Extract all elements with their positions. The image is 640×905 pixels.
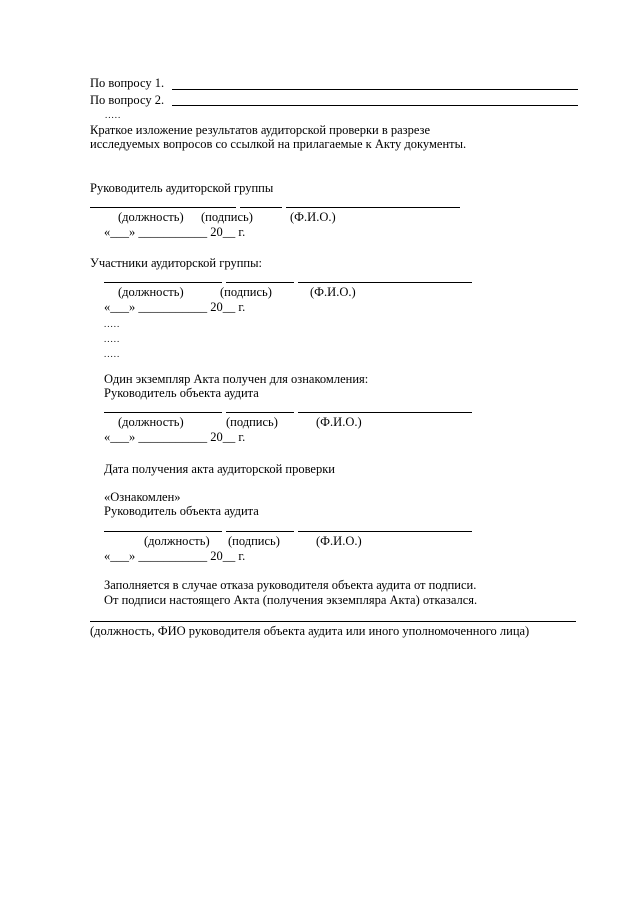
acknowledged-date-line[interactable]: «___» ___________ 20__ г.	[104, 549, 246, 563]
refusal-line-2: От подписи настоящего Акта (получения экземпляра Акта) отказался.	[104, 593, 478, 607]
copy-received-name-line[interactable]	[298, 412, 472, 413]
acknowledged-signature-line[interactable]	[226, 531, 294, 532]
acknowledged-position-caption: (должность)	[144, 534, 210, 548]
refusal-line-1: Заполняется в случае отказа руководителя объекта аудита от подписи.	[104, 578, 477, 592]
question-2-label: По вопросу 2.	[90, 93, 165, 107]
participants-position-caption: (должность)	[118, 285, 184, 299]
copy-received-position-line[interactable]	[104, 412, 222, 413]
acknowledged-position-line[interactable]	[104, 531, 222, 532]
copy-received-signature-caption: (подпись)	[226, 415, 278, 429]
participants-ellipsis-1: .....	[104, 319, 121, 329]
participants-name-caption: (Ф.И.О.)	[310, 285, 356, 299]
questions-ellipsis: .....	[105, 110, 122, 120]
acknowledged-name-line[interactable]	[298, 531, 472, 532]
acknowledged-line-1: «Ознакомлен»	[104, 490, 181, 504]
refusal-caption: (должность, ФИО руководителя объекта аудита или иного уполномоченного лица)	[90, 624, 530, 638]
acknowledged-name-caption: (Ф.И.О.)	[316, 534, 362, 548]
participants-ellipsis-2: .....	[104, 334, 121, 344]
copy-received-line-1: Один экземпляр Акта получен для ознакомления:	[104, 372, 369, 386]
participants-heading: Участники аудиторской группы:	[90, 256, 262, 270]
participants-signature-caption: (подпись)	[220, 285, 272, 299]
leader-position-line[interactable]	[90, 207, 236, 208]
acknowledged-signature-caption: (подпись)	[228, 534, 280, 548]
copy-received-name-caption: (Ф.И.О.)	[316, 415, 362, 429]
question-1-label: По вопросу 1.	[90, 76, 165, 90]
question-2-fill-line[interactable]	[172, 105, 578, 106]
copy-received-line-2: Руководитель объекта аудита	[104, 386, 259, 400]
participants-date-line[interactable]: «___» ___________ 20__ г.	[104, 300, 246, 314]
acknowledged-line-2: Руководитель объекта аудита	[104, 504, 259, 518]
leader-position-caption: (должность)	[118, 210, 184, 224]
leader-signature-line[interactable]	[240, 207, 282, 208]
leader-name-line[interactable]	[286, 207, 460, 208]
leader-name-caption: (Ф.И.О.)	[290, 210, 336, 224]
summary-line-2: исследуемых вопросов со ссылкой на прилагаемые к Акту документы.	[90, 137, 467, 151]
participants-name-line[interactable]	[298, 282, 472, 283]
participants-position-line[interactable]	[104, 282, 222, 283]
refusal-fill-line[interactable]	[90, 621, 576, 622]
receipt-date-label: Дата получения акта аудиторской проверки	[104, 462, 335, 476]
copy-received-signature-line[interactable]	[226, 412, 294, 413]
question-1-fill-line[interactable]	[172, 89, 578, 90]
leader-signature-caption: (подпись)	[201, 210, 253, 224]
participants-ellipsis-3: .....	[104, 349, 121, 359]
copy-received-position-caption: (должность)	[118, 415, 184, 429]
summary-line-1: Краткое изложение результатов аудиторской проверки в разрезе	[90, 123, 431, 137]
leader-date-line[interactable]: «___» ___________ 20__ г.	[104, 225, 246, 239]
copy-received-date-line[interactable]: «___» ___________ 20__ г.	[104, 430, 246, 444]
leader-heading: Руководитель аудиторской группы	[90, 181, 274, 195]
participants-signature-line[interactable]	[226, 282, 294, 283]
